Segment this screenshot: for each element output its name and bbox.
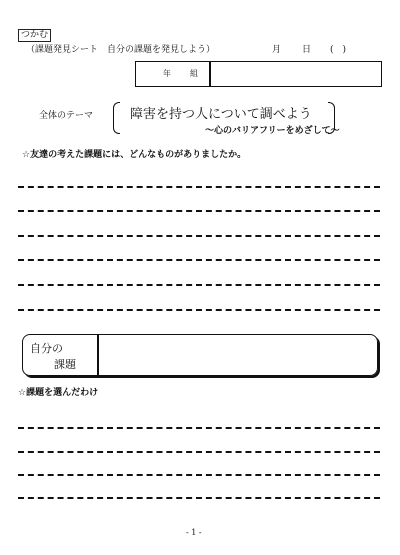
theme-label: 全体のテーマ bbox=[39, 111, 94, 121]
grade-label: 年 bbox=[163, 69, 171, 78]
theme-title: 障害を持つ人について調べよう bbox=[130, 107, 312, 122]
reason-line[interactable] bbox=[18, 474, 380, 476]
reason-question: ☆課題を選んだわけ bbox=[18, 388, 99, 398]
class-label: 組 bbox=[190, 69, 198, 78]
sheet-tag: つかむ bbox=[18, 29, 51, 42]
friends-tasks-question: ☆友達の考えた課題には、どんなものがありましたか。 bbox=[22, 150, 247, 160]
answer-line[interactable] bbox=[18, 284, 380, 286]
page-number: - 1 - bbox=[186, 528, 202, 537]
reason-line[interactable] bbox=[18, 451, 380, 453]
theme-subtitle: ～心のバリアフリーをめざして～ bbox=[205, 126, 340, 136]
reason-line[interactable] bbox=[18, 497, 380, 499]
class-name-box[interactable] bbox=[135, 61, 382, 87]
sheet-subtitle: （課題発見シート 自分の課題を発見しよう） bbox=[26, 45, 216, 55]
answer-line[interactable] bbox=[18, 210, 380, 212]
class-box-divider bbox=[209, 62, 211, 86]
weekday-field[interactable]: ( ) bbox=[330, 45, 347, 55]
answer-line[interactable] bbox=[18, 235, 380, 237]
my-task-label-line2: 課題 bbox=[54, 358, 76, 371]
answer-line[interactable] bbox=[18, 259, 380, 261]
theme-bracket-left bbox=[113, 102, 120, 134]
my-task-label-line1: 自分の bbox=[30, 342, 63, 355]
day-label: 日 bbox=[302, 45, 312, 55]
answer-line[interactable] bbox=[18, 186, 380, 188]
reason-line[interactable] bbox=[18, 427, 380, 429]
my-task-divider bbox=[97, 335, 99, 375]
month-label: 月 bbox=[272, 45, 282, 55]
answer-line[interactable] bbox=[18, 309, 380, 311]
